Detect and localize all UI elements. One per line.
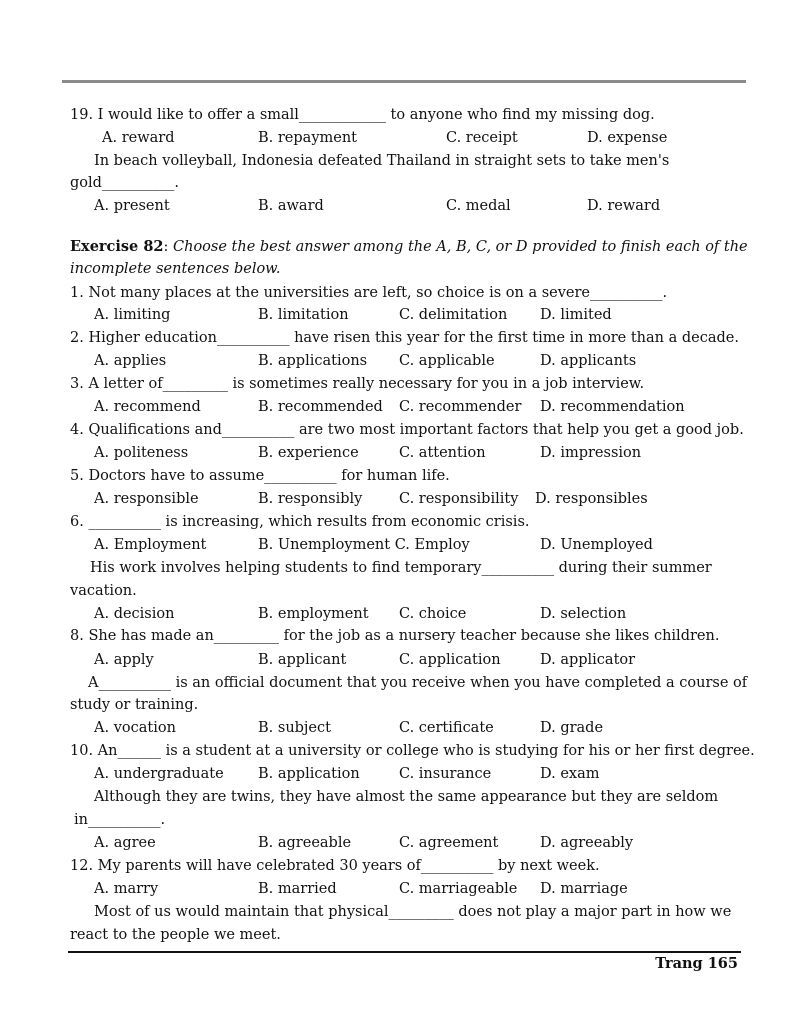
question-11-stem-line2: in__________. [74, 812, 166, 828]
q20-option-b: B. award [258, 198, 324, 214]
footer-rule [68, 951, 741, 953]
q11-option-c: C. agreement [399, 835, 499, 851]
q5-option-c: C. responsibility [399, 491, 519, 507]
q19-option-a: A. reward [102, 130, 175, 146]
q2-option-b: B. applications [258, 353, 368, 369]
question-20-stem-line1: In beach volleyball, Indonesia defeated Thailand in straight sets to take men's [94, 153, 670, 169]
q4-option-a: A. politeness [94, 445, 189, 461]
q20-option-d: D. reward [587, 198, 661, 214]
q10-option-c: C. insurance [399, 766, 492, 782]
q9-option-b: B. subject [258, 720, 331, 736]
question-9-stem-line1: A__________ is an official document that you receive when you have completed a course of [88, 675, 748, 691]
q11-option-d: D. agreeably [540, 835, 634, 851]
question-2-stem: 2. Higher education__________ have risen this year for the first time in more than a decade. [70, 330, 739, 346]
exercise-heading [70, 238, 748, 256]
question-12-stem: 12. My parents will have celebrated 30 years of__________ by next week. [70, 858, 600, 874]
q8-option-a: A. apply [94, 652, 154, 668]
q3-option-d: D. recommendation [540, 399, 685, 415]
q4-option-b: B. experience [258, 445, 359, 461]
question-7-stem-line2: vacation. [70, 583, 137, 599]
question-19-stem: 19. I would like to offer a small____________ to anyone who find my missing dog. [70, 107, 655, 123]
q20-option-a: A. present [94, 198, 170, 214]
q12-option-d: D. marriage [540, 881, 628, 897]
q3-option-c: C. recommender [399, 399, 522, 415]
question-8-stem: 8. She has made an_________ for the job as a nursery teacher because she likes children. [70, 628, 720, 644]
q4-option-c: C. attention [399, 445, 486, 461]
q12-option-b: B. married [258, 881, 337, 897]
exercise-title: Exercise 82 [70, 238, 164, 255]
question-9-stem-line2: study or training. [70, 697, 199, 713]
q3-option-b: B. recommended [258, 399, 383, 415]
q10-option-d: D. exam [540, 766, 600, 782]
q19-option-b: B. repayment [258, 130, 358, 146]
q7-option-c: C. choice [399, 606, 467, 622]
q6-option-b: B. Unemployment C. Employ [258, 537, 470, 553]
q9-option-a: A. vocation [94, 720, 176, 736]
question-4-stem: 4. Qualifications and__________ are two most important factors that help you get a good job. [70, 422, 744, 438]
q2-option-c: C. applicable [399, 353, 495, 369]
q1-option-b: B. limitation [258, 307, 349, 323]
q6-option-d: D. Unemployed [540, 537, 653, 553]
question-10-stem: 10. An______ is a student at a university or college who is studying for his or her first degree. [70, 743, 755, 759]
q7-option-d: D. selection [540, 606, 627, 622]
q1-option-a: A. limiting [94, 307, 171, 323]
q12-option-a: A. marry [94, 881, 159, 897]
question-7-stem-line1: His work involves helping students to find temporary__________ during their summer [90, 560, 712, 576]
q8-option-d: D. applicator [540, 652, 636, 668]
q2-option-d: D. applicants [540, 353, 637, 369]
q19-option-d: D. expense [587, 130, 668, 146]
exercise-instruction-line2: incomplete sentences below. [70, 261, 281, 277]
q3-option-a: A. recommend [94, 399, 201, 415]
q20-option-c: C. medal [446, 198, 511, 214]
q5-option-b: B. responsibly [258, 491, 363, 507]
q1-option-d: D. limited [540, 307, 612, 323]
q1-option-c: C. delimitation [399, 307, 508, 323]
question-13-stem-line1: Most of us would maintain that physical_________ does not play a major part in how we [94, 904, 732, 920]
question-1-stem: 1. Not many places at the universities are left, so choice is on a severe__________. [70, 285, 668, 301]
q5-option-a: A. responsible [94, 491, 199, 507]
q9-option-c: C. certificate [399, 720, 494, 736]
question-3-stem: 3. A letter of_________ is sometimes really necessary for you in a job interview. [70, 376, 645, 392]
question-6-stem: 6. __________ is increasing, which results from economic crisis. [70, 514, 530, 530]
question-13-stem-line2: react to the people we meet. [70, 927, 281, 943]
question-5-stem: 5. Doctors have to assume__________ for human life. [70, 468, 450, 484]
q10-option-a: A. undergraduate [94, 766, 224, 782]
q8-option-c: C. application [399, 652, 501, 668]
q9-option-d: D. grade [540, 720, 604, 736]
q10-option-b: B. application [258, 766, 360, 782]
page-number: Trang 165 [655, 955, 738, 972]
q11-option-a: A. agree [94, 835, 156, 851]
question-11-stem-line1: Although they are twins, they have almost the same appearance but they are seldom [94, 789, 719, 805]
q11-option-b: B. agreeable [258, 835, 352, 851]
header-rule [62, 80, 746, 83]
q6-option-a: A. Employment [94, 537, 207, 553]
q5-option-d: D. responsibles [535, 491, 648, 507]
q12-option-c: C. marriageable [399, 881, 518, 897]
q7-option-a: A. decision [94, 606, 175, 622]
q2-option-a: A. applies [94, 353, 167, 369]
q4-option-d: D. impression [540, 445, 642, 461]
q19-option-c: C. receipt [446, 130, 518, 146]
question-20-stem-line2: gold__________. [70, 175, 180, 191]
exercise-colon: : [163, 239, 174, 255]
q7-option-b: B. employment [258, 606, 369, 622]
exercise-instruction-line1: Choose the best answer among the A, B, C, or D provided to finish each of the [173, 239, 748, 255]
q8-option-b: B. applicant [258, 652, 347, 668]
